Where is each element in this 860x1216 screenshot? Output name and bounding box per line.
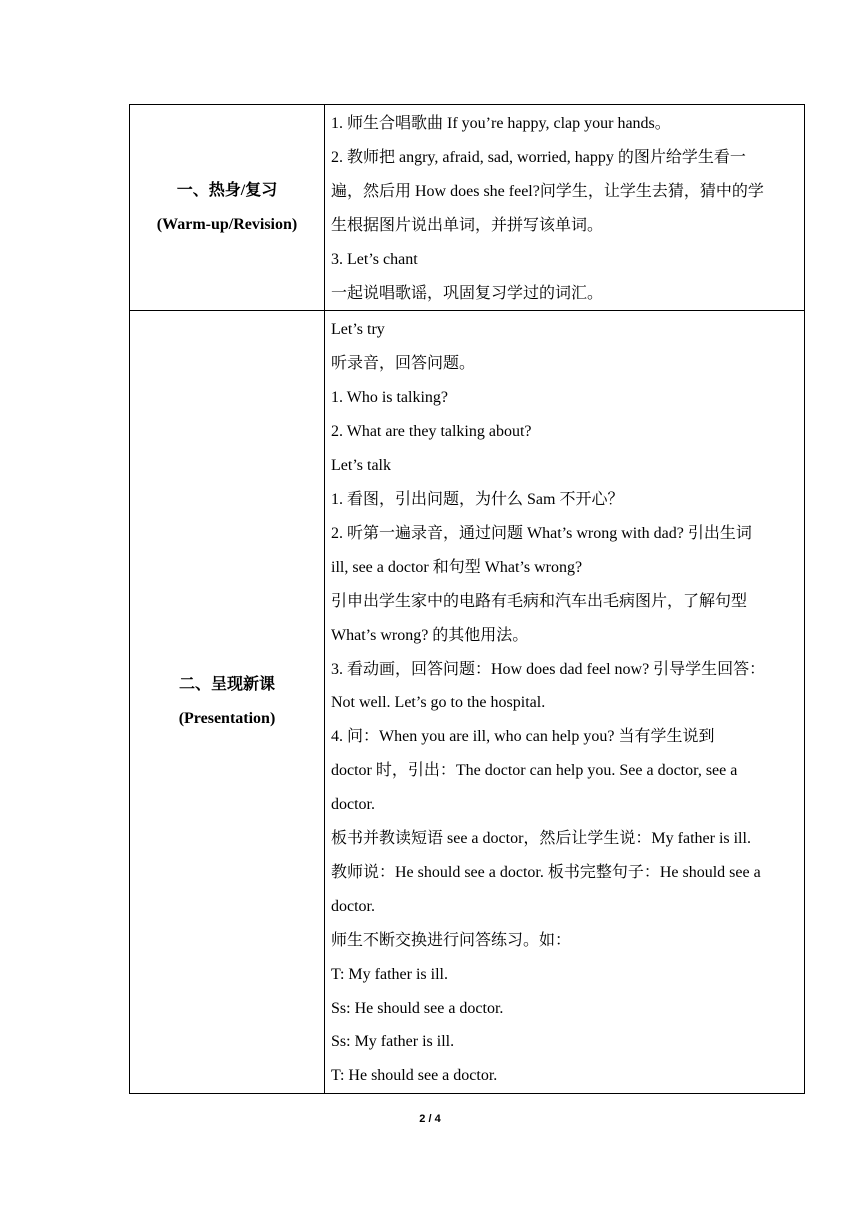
content-line: ill, see a doctor 和句型 What’s wrong? <box>331 558 583 576</box>
content-line: doctor 时，引出：The doctor can help you. See a doctor, see a <box>331 762 738 780</box>
content-line: 遍，然后用 How does she feel?问学生，让学生去猜，猜中的学 <box>331 182 764 200</box>
content-line: 听录音，回答问题。 <box>331 355 476 373</box>
content-line: 1. 看图，引出问题，为什么 Sam 不开心？ <box>331 490 624 508</box>
content-line: T: He should see a doctor. <box>331 1067 498 1085</box>
content-line: doctor. <box>331 897 375 915</box>
content-line: 一起说唱歌谣，巩固复习学过的词汇。 <box>331 284 604 302</box>
content-line: 板书并教读短语 see a doctor，然后让学生说：My father is ill. <box>331 830 751 848</box>
content-line: 3. Let’s chant <box>331 250 418 268</box>
content-line: 教师说：He should see a doctor. 板书完整句子：He should see a <box>331 863 761 881</box>
content-line: 2. 听第一遍录音，通过问题 What’s wrong with dad? 引出生词 <box>331 524 752 542</box>
content-line: What’s wrong? 的其他用法。 <box>331 626 529 644</box>
presentation-content-cell <box>325 311 805 1094</box>
warmup-content-cell <box>325 105 805 311</box>
warmup-row <box>130 105 805 311</box>
content-line: 引申出学生家中的电路有毛病和汽车出毛病图片，了解句型 <box>331 592 748 610</box>
content-line: Ss: My father is ill. <box>331 1033 455 1051</box>
warmup-label-cell <box>130 105 325 311</box>
content-line: 1. Who is talking? <box>331 389 449 407</box>
warmup-title-cn: 一、热身/复习 <box>176 181 278 199</box>
page-number: 2 / 4 <box>419 1113 441 1125</box>
presentation-title-cn: 二、呈现新课 <box>178 676 275 694</box>
content-line: 生根据图片说出单词，并拼写该单词。 <box>331 216 604 234</box>
content-line: doctor. <box>331 796 375 814</box>
presentation-row <box>130 311 805 1094</box>
lesson-plan-table <box>129 104 805 1094</box>
content-line: Not well. Let’s go to the hospital. <box>331 694 546 712</box>
content-line: Ss: He should see a doctor. <box>331 999 504 1017</box>
content-line: Let’s talk <box>331 457 391 475</box>
content-line: T: My father is ill. <box>331 965 448 983</box>
content-line: 4. 问：When you are ill, who can help you? 当有学生说到 <box>331 728 715 746</box>
content-line: Let’s try <box>331 321 385 339</box>
content-line: 师生不断交换进行问答练习。如： <box>331 931 572 949</box>
presentation-label-cell <box>130 311 325 1094</box>
content-line: 2. 教师把 angry, afraid, sad, worried, happy 的图片给学生看一 <box>331 148 746 166</box>
content-line: 3. 看动画，回答问题：How does dad feel now? 引导学生回答： <box>331 660 766 678</box>
presentation-title-en: (Presentation) <box>178 710 276 728</box>
content-line: 1. 师生合唱歌曲 If you’re happy, clap your hands。 <box>331 115 671 132</box>
warmup-title-en: (Warm-up/Revision) <box>156 215 298 233</box>
content-line: 2. What are they talking about? <box>331 423 532 441</box>
